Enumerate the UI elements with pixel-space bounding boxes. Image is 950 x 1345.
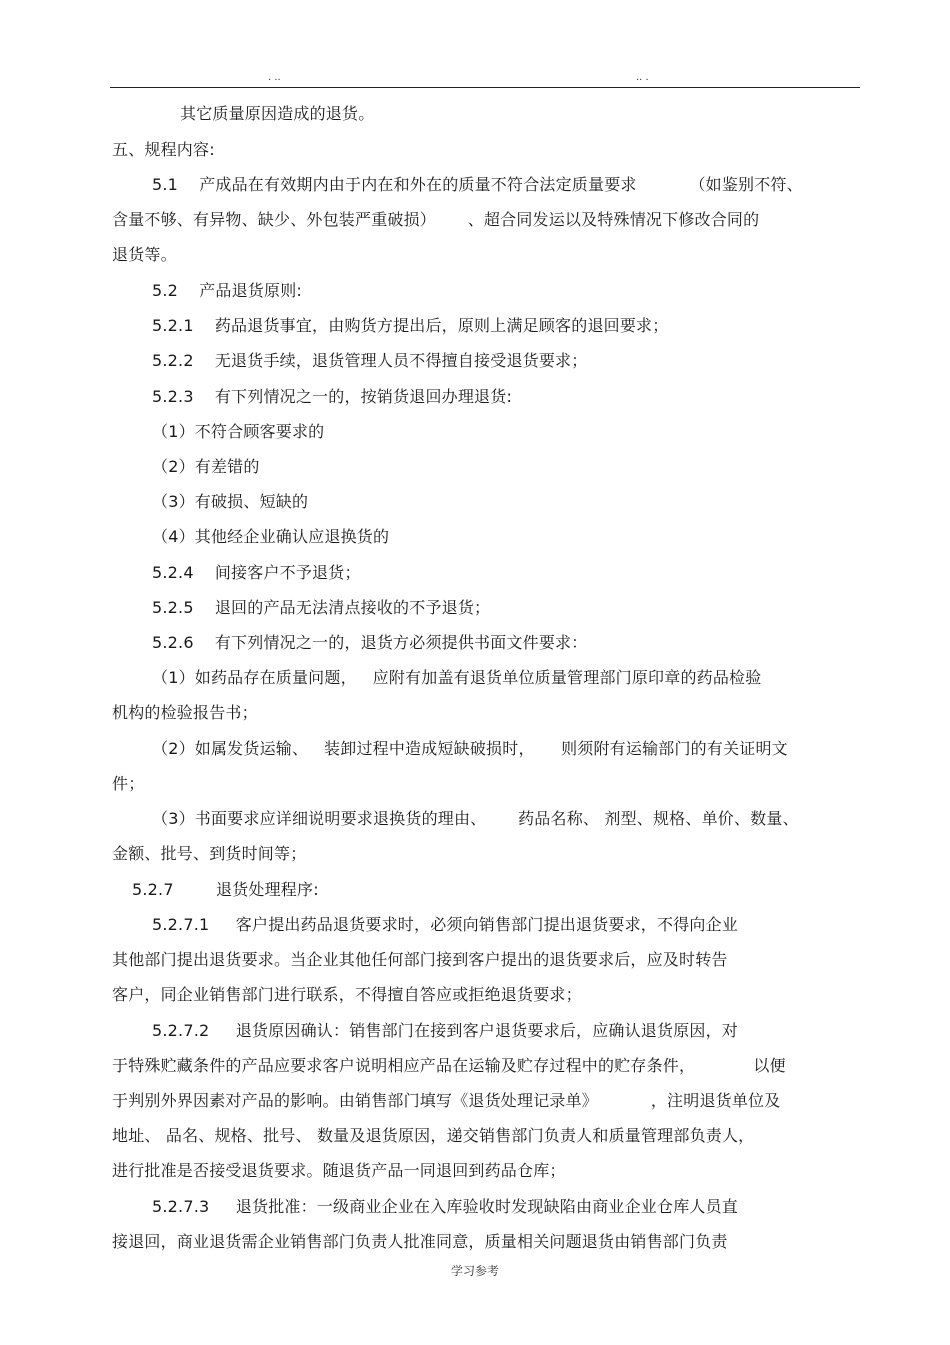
text-line: 5.1 产成品在有效期内由于内在和外在的质量不符合法定质量要求 （如鉴别不符、 — [152, 175, 803, 194]
text-line: 5.2 产品退货原则: — [152, 281, 302, 300]
text-line: 地址、 品名、规格、批号、 数量及退货原因，递交销售部门负责人和质量管理部负责人， — [112, 1126, 755, 1145]
text-line: 接退回，商业退货需企业销售部门负责人批准同意，质量相关问题退货由销售部门负责 — [112, 1232, 728, 1251]
list-item: （1）如药品存在质量问题， 应附有加盖有退货单位质量管理部门原印章的药品检验 — [152, 668, 762, 687]
text-line: 于判别外界因素对产品的影响。由销售部门填写《退货处理记录单》 ，注明退货单位及 — [112, 1091, 781, 1110]
text-line: 退货等。 — [112, 245, 177, 264]
text-line: 5.2.7 退货处理程序: — [132, 880, 319, 899]
text-line: 进行批准是否接受退货要求。随退货产品一同退回到药品仓库； — [112, 1161, 566, 1180]
text-line: 5.2.6 有下列情况之一的，退货方必须提供书面文件要求： — [152, 633, 588, 652]
text-line: 含量不够、有异物、缺少、外包装严重破损） 、超合同发运以及特殊情况下修改合同的 — [112, 210, 760, 229]
section-heading: 五、规程内容: — [112, 140, 215, 159]
text-line: 件； — [112, 774, 145, 793]
list-item: （2）有差错的 — [152, 457, 260, 476]
header-dots-right: .. . — [636, 72, 649, 83]
text-line: 5.2.7.1 客户提出药品退货要求时，必须向销售部门提出退货要求，不得向企业 — [152, 915, 739, 934]
list-item: （4）其他经企业确认应退换货的 — [152, 527, 390, 546]
text-line: 于特殊贮藏条件的产品应要求客户说明相应产品在运输及贮存过程中的贮存条件， 以便 — [112, 1056, 786, 1075]
text-line: 金额、批号、到货时间等； — [112, 844, 307, 863]
header-rule — [110, 87, 860, 88]
text-line: 机构的检验报告书； — [112, 703, 258, 722]
page-footer: 学习参考 — [450, 1264, 499, 1278]
list-item: （3）书面要求应详细说明要求退换货的理由、 药品名称、 剂型、规格、单价、数量、 — [152, 809, 799, 828]
text-line: 客户，同企业销售部门进行联系，不得擅自答应或拒绝退货要求； — [112, 985, 582, 1004]
text-line: 5.2.3 有下列情况之一的，按销货退回办理退货: — [152, 387, 513, 406]
text-line: 其它质量原因造成的退货。 — [180, 104, 375, 123]
text-line: 5.2.4 间接客户不予退货； — [152, 563, 361, 582]
text-line: 5.2.7.2 退货原因确认：销售部门在接到客户退货要求后，应确认退货原因，对 — [152, 1021, 739, 1040]
text-line: 5.2.5 退回的产品无法清点接收的不予退货； — [152, 598, 491, 617]
list-item: （3）有破损、短缺的 — [152, 492, 309, 511]
text-line: 5.2.2 无退货手续，退货管理人员不得擅自接受退货要求； — [152, 351, 588, 370]
list-item: （1）不符合顾客要求的 — [152, 422, 325, 441]
header-dots-left: . .. — [268, 72, 281, 83]
text-line: 其他部门提出退货要求。当企业其他任何部门接到客户提出的退货要求后，应及时转告 — [112, 950, 728, 969]
text-line: 5.2.1 药品退货事宜，由购货方提出后，原则上满足顾客的退回要求； — [152, 316, 669, 335]
list-item: （2）如属发货运输、 装卸过程中造成短缺破损时， 则须附有运输部门的有关证明文 — [152, 739, 788, 758]
text-line: 5.2.7.3 退货批准：一级商业企业在入库验收时发现缺陷由商业企业仓库人员直 — [152, 1197, 739, 1216]
